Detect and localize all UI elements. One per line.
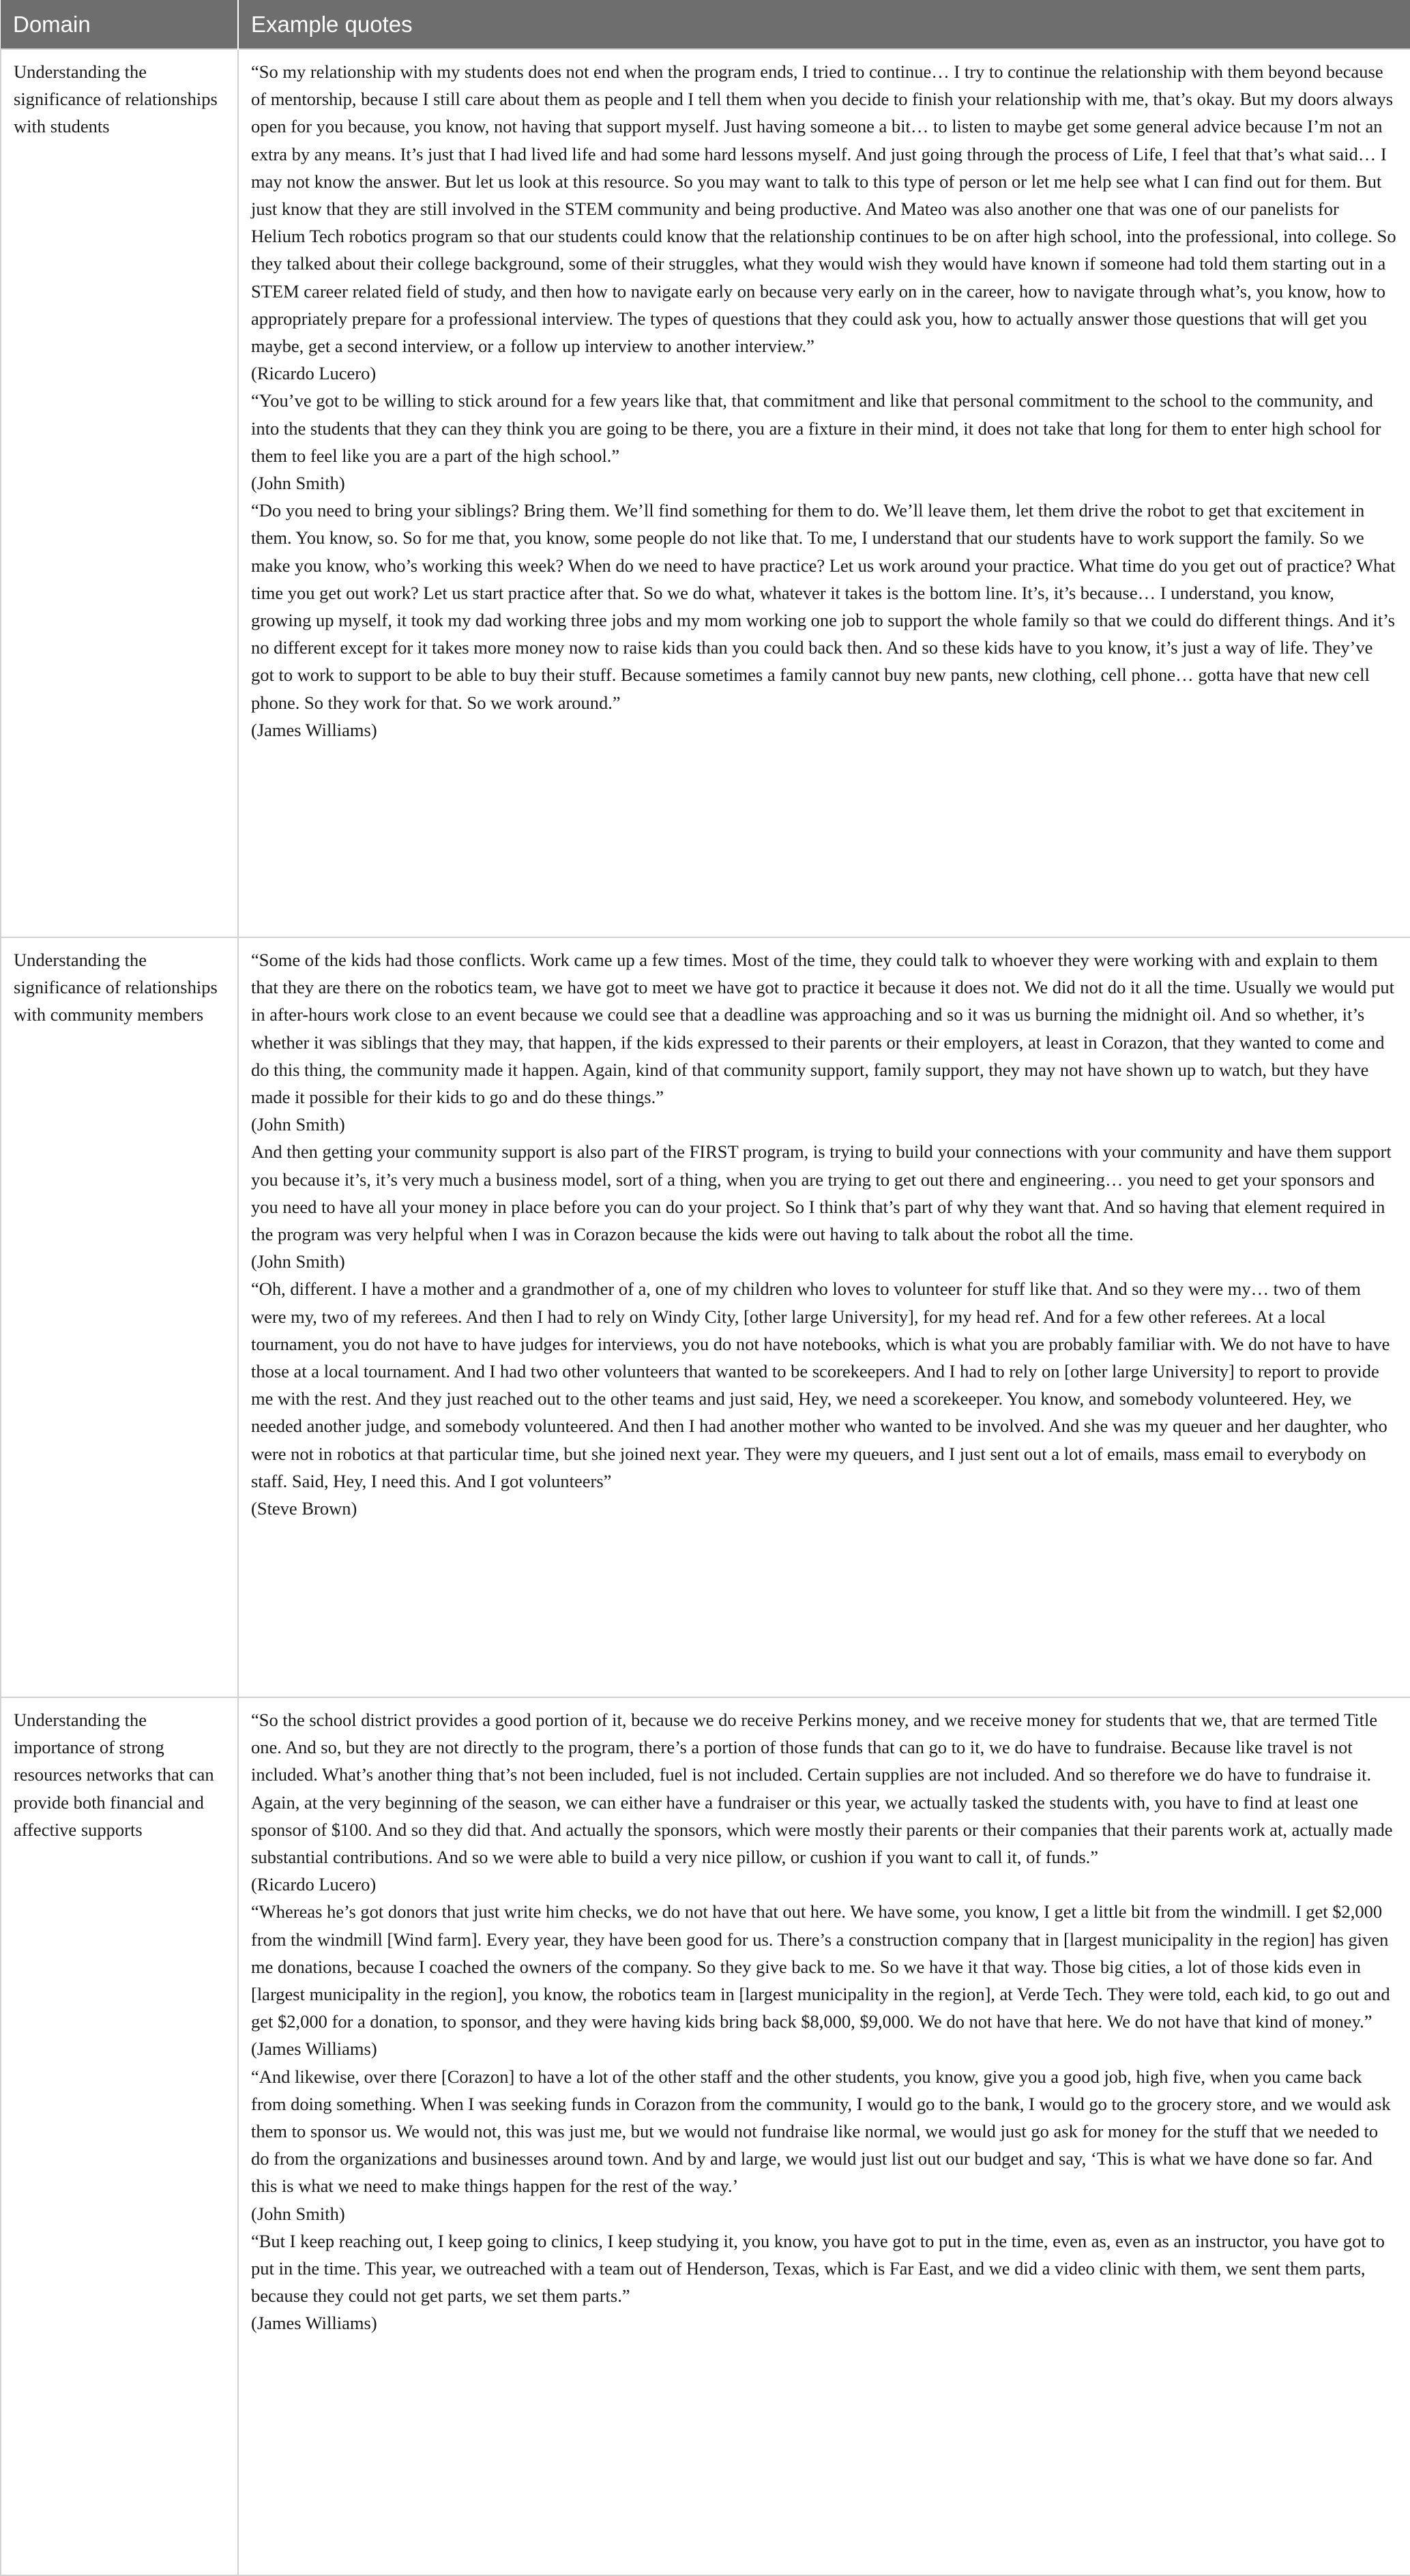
quote-text: “So my relationship with my students does not end when the program ends, I tried to continue… I try to continue the relationship with them beyond because of mentorship, because I still care about them as people and I tell them when you decide to finish your relationship with me, that’s okay. But my doors always open for you because, you know, not having that support myself. Just having someone a bit… to listen to maybe get some general advice because I’m not an extra by any means. It’s just that I had lived life and had some hard lessons myself. And just going through the process of Life, I feel that that’s what said… I may not know the answer. But let us look at this resource. So you may want to talk to this type of person or let me help see what I can find out for them. But just know that they are still involved in the STEM community and being productive. And Mateo was also another one that was one of our panelists for Helium Tech robotics program so that our students could know that the relationship continues to be on after high school, into the professional, into college. So they talked about their college background, some of their struggles, what they would wish they would have known if someone had told them starting out in a STEM career related field of study, and then how to navigate early on because very early on in the career, how to navigate through what’s, you know, how to appropriately prepare for a professional interview. The types of questions that they could ask you, how to actually answer those questions that will get you maybe, get a second interview, or a follow up interview to another interview.” [251, 61, 1396, 357]
quote-text: “Some of the kids had those conflicts. Work came up a few times. Most of the time, they could talk to whoever they were working with and explain to them that they are there on the robotics team, we have got to meet we have got to practice it because it does not. We did not do it all the time. Usually we would put in after-hours work close to an event because we could see that a deadline was approaching and so it was us burning the midnight oil. And so whether, it’s whether it was siblings that they may, that happen, if the kids expressed to their parents or their employers, at least in Corazon, that they wanted to come and do this thing, the community made it happen. Again, kind of that community support, family support, they may not have shown up to watch, but they have made it possible for their kids to go and do these things.” [251, 950, 1394, 1108]
quote-attribution: (John Smith) [251, 2203, 345, 2224]
quote-text: “But I keep reaching out, I keep going to clinics, I keep studying it, you know, you have got to put in the time, even as, even as an instructor, you have got to put in the time. This year, we outreached with a team out of Henderson, Texas, which is Far East, and we did a video clinic with them, we sent them parts, because they could not get parts, we set them parts.” [251, 2230, 1385, 2307]
table-row [1, 49, 1410, 937]
quote-attribution: (Ricardo Lucero) [251, 363, 377, 384]
quote-text: “Whereas he’s got donors that just write him checks, we do not have that out here. We have some, you know, I get a little bit from the windmill. I get $2,000 from the windmill [Wind farm]. Every year, they have been good for us. There’s a construction company that in [largest municipality in the region] has given me donations, because I coached the owners of the company. So they give back to me. So we have it that way. Those big cities, a lot of those kids even in [largest municipality in the region], you know, the robotics team in [largest municipality in the region], at Verde Tech. They were told, each kid, to go out and get $2,000 for a donation, to sponsor, and they were having kids bring back $8,000, $9,000. We do not have that here. We do not have that kind of money.” [251, 1901, 1390, 2032]
table-row [1, 937, 1410, 1697]
domain-cell: Understanding the importance of strong resources networks that can provide both financial and affective supports [1, 1697, 238, 2575]
table-header [1, 0, 1410, 49]
domain-cell: Understanding the significance of relationships with students [1, 49, 238, 937]
header-domain: Domain [1, 0, 238, 49]
quote-attribution: (John Smith) [251, 1251, 345, 1272]
domain-cell: Understanding the significance of relationships with community members [1, 937, 238, 1697]
quote-text: And then getting your community support is also part of the FIRST program, is trying to build your connections with your community and have them support you because it’s, it’s very much a business model, sort of a thing, when you are trying to get out there and engineering… you need to get your sponsors and you need to have all your money in place before you can do your project. So I think that’s part of why they want that. And so having that element required in the program was very helpful when I was in Corazon because the kids were out having to talk about the robot all the time. [251, 1141, 1392, 1245]
quote-text: “And likewise, over there [Corazon] to have a lot of the other staff and the other students, you know, give you a good job, high five, when you came back from doing something. When I was seeking funds in Corazon from the community, I would go to the bank, I would go to the grocery store, and we would ask them to sponsor us. We would not, this was just me, but we would not fundraise like normal, we would just go ask for money for the stuff that we needed to do from the organizations and businesses around town. And by and large, we would just list out our budget and say, ‘This is what we have done so far. And this is what we need to make things happen for the rest of the way.’ [251, 2066, 1391, 2197]
quote-attribution: (James Williams) [251, 2313, 377, 2334]
quote-attribution: (Steve Brown) [251, 1498, 357, 1519]
quote-text: “Do you need to bring your siblings? Bring them. We’ll find something for them to do. We’ll leave them, let them drive the robot to get that excitement in them. You know, so. So for me that, you know, some people do not like that. To me, I understand that our students have to work support the family. So we make you know, who’s working this week? When do we need to have practice? Let us work around your practice. What time do you get out of practice? What time you get out work? Let us start practice after that. So we do what, whatever it takes is the bottom line. It’s, it’s because… I understand, you know, growing up myself, it took my dad working three jobs and my mom working one job to support the whole family so that we could do different things. And it’s no different except for it takes more money now to raise kids than you could back then. And so these kids have to you know, it’s just a way of life. They’ve got to work to support to be able to buy their stuff. Because sometimes a family cannot buy new pants, new clothing, cell phone… gotta have that new cell phone. So they work for that. So we work around.” [251, 500, 1396, 713]
header-row [1, 0, 1410, 49]
header-example-quotes: Example quotes [238, 0, 1410, 49]
quote-attribution: (James Williams) [251, 2038, 377, 2060]
quote-text: “So the school district provides a good portion of it, because we do receive Perkins money, and we receive money for students that we, that are termed Title one. And so, but they are not directly to the program, there’s a portion of those funds that can go to it, we do have to fundraise. Because like travel is not included. What’s another thing that’s not been included, fuel is not included. Certain supplies are not included. And so therefore we do have to fundraise it. Again, at the very beginning of the season, we can either have a fundraiser or this year, we actually tasked the students with, you have to find at least one sponsor of $100. And so they did that. And actually the sponsors, which were mostly their parents or their companies that their parents work at, actually made substantial contributions. And so we were able to build a very nice pillow, or cushion if you want to call it, of funds.” [251, 1710, 1393, 1868]
table-row [1, 1697, 1410, 2575]
quote-text: “You’ve got to be willing to stick around for a few years like that, that commitment and like that personal commitment to the school to the community, and into the students that they can they think you are going to be there, you are a fixture in their mind, it does not take that long for them to enter high school for them to feel like you are a part of the high school.” [251, 390, 1381, 466]
quote-attribution: (James Williams) [251, 719, 377, 740]
quote-text: “Oh, different. I have a mother and a grandmother of a, one of my children who loves to volunteer for stuff like that. And so they were my… two of them were my, two of my referees. And then I had to rely on Windy City, [other large University], for my head ref. And for a few other referees. At a local tournament, you do not have to have judges for interviews, you do not have notebooks, which is what you are probably familiar with. We do not have to have those at a local tournament. And I had two other volunteers that wanted to be scorekeepers. And I had to rely on [other large University] to report to provide me with the rest. And they just reached out to the other teams and just said, Hey, we need a scorekeeper. You know, and somebody volunteered. Hey, we needed another judge, and somebody volunteered. And then I had another mother who wanted to be involved. And she was my queuer and her daughter, who were not in robotics at that particular time, but she joined next year. They were my queuers, and I just sent out a lot of emails, mass email to everybody on staff. Said, Hey, I need this. And I got volunteers” [251, 1278, 1390, 1491]
quote-attribution: (Ricardo Lucero) [251, 1874, 377, 1895]
quote-attribution: (John Smith) [251, 1114, 345, 1135]
quotes-cell [238, 937, 1410, 1697]
quote-attribution: (John Smith) [251, 473, 345, 494]
quotes-cell [238, 1697, 1410, 2575]
quotes-cell [238, 49, 1410, 937]
